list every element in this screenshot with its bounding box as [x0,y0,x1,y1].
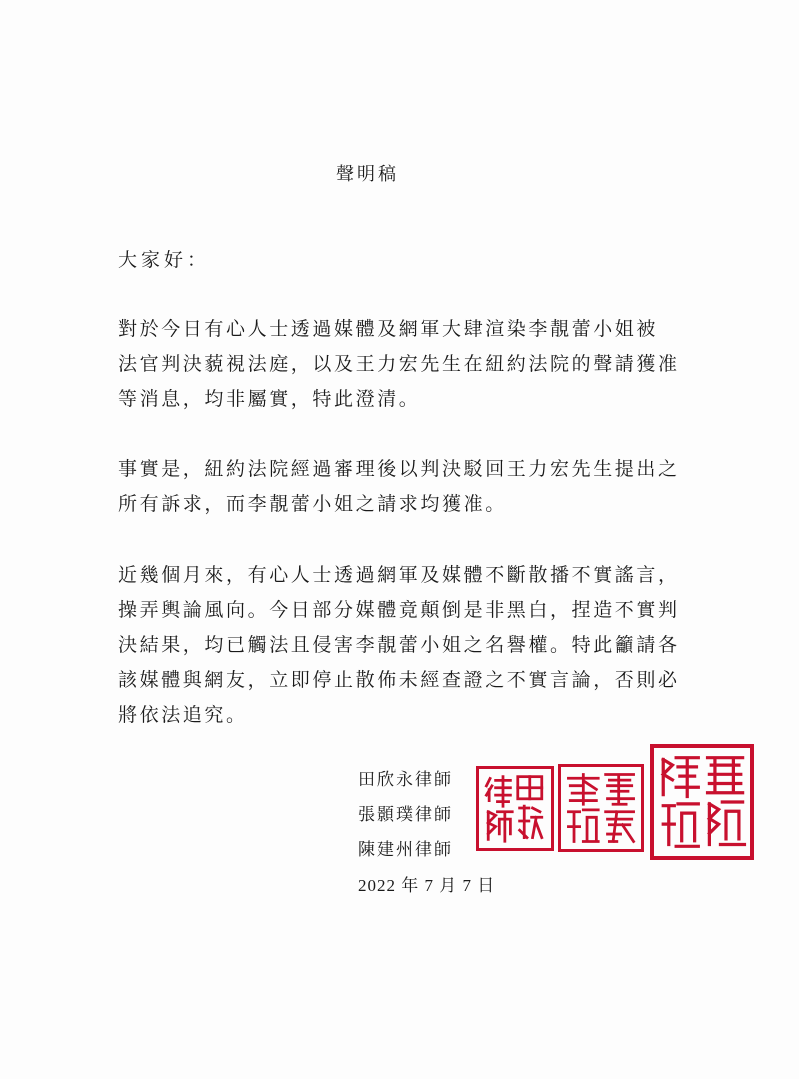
seal-stamp-1 [476,766,554,851]
seal-stamp-1-graphic [479,769,551,848]
paragraph-1-line-2: 法官判決藐視法庭，以及王力宏先生在紐約法院的聲請獲准 [118,353,680,375]
paragraph-3-line-2: 操弄輿論風向。今日部分媒體竟顛倒是非黑白，捏造不實判 [118,599,680,621]
seal-stamp-2-graphic [561,767,641,849]
paragraph-1-line-3: 等消息，均非屬實，特此澄清。 [118,388,421,410]
document-date: 2022 年 7 月 7 日 [358,876,496,895]
paragraph-3-line-1: 近幾個月來，有心人士透過網軍及媒體不斷散播不實謠言， [118,564,680,586]
paragraph-1-line-1: 對於今日有心人士透過媒體及網軍大肆渲染李靚蕾小姐被 [118,318,659,340]
signer-2: 張顥璞律師 [358,805,453,825]
paragraph-2 [118,452,718,522]
seal-stamp-3 [650,744,754,860]
paragraph-2-line-1: 事實是，紐約法院經過審理後以判決駁回王力宏先生提出之 [118,458,680,480]
greeting: 大家好： [118,249,211,271]
seal-stamp-3-graphic [654,748,750,856]
signature-block [358,763,495,903]
paragraph-3-line-4: 該媒體與網友，立即停止散佈未經查證之不實言論，否則必 [118,669,680,691]
document-title: 聲明稿 [336,164,399,185]
paragraph-3-line-3: 決結果，均已觸法且侵害李靚蕾小姐之名譽權。特此籲請各 [118,634,680,656]
seal-stamp-2 [558,764,644,852]
signer-1: 田欣永律師 [358,770,453,790]
paragraph-2-line-2: 所有訴求，而李靚蕾小姐之請求均獲准。 [118,493,507,515]
paragraph-1 [118,312,718,417]
signer-3: 陳建州律師 [358,840,453,860]
paragraph-3-line-5: 將依法追究。 [118,704,248,726]
paragraph-3 [118,558,718,733]
